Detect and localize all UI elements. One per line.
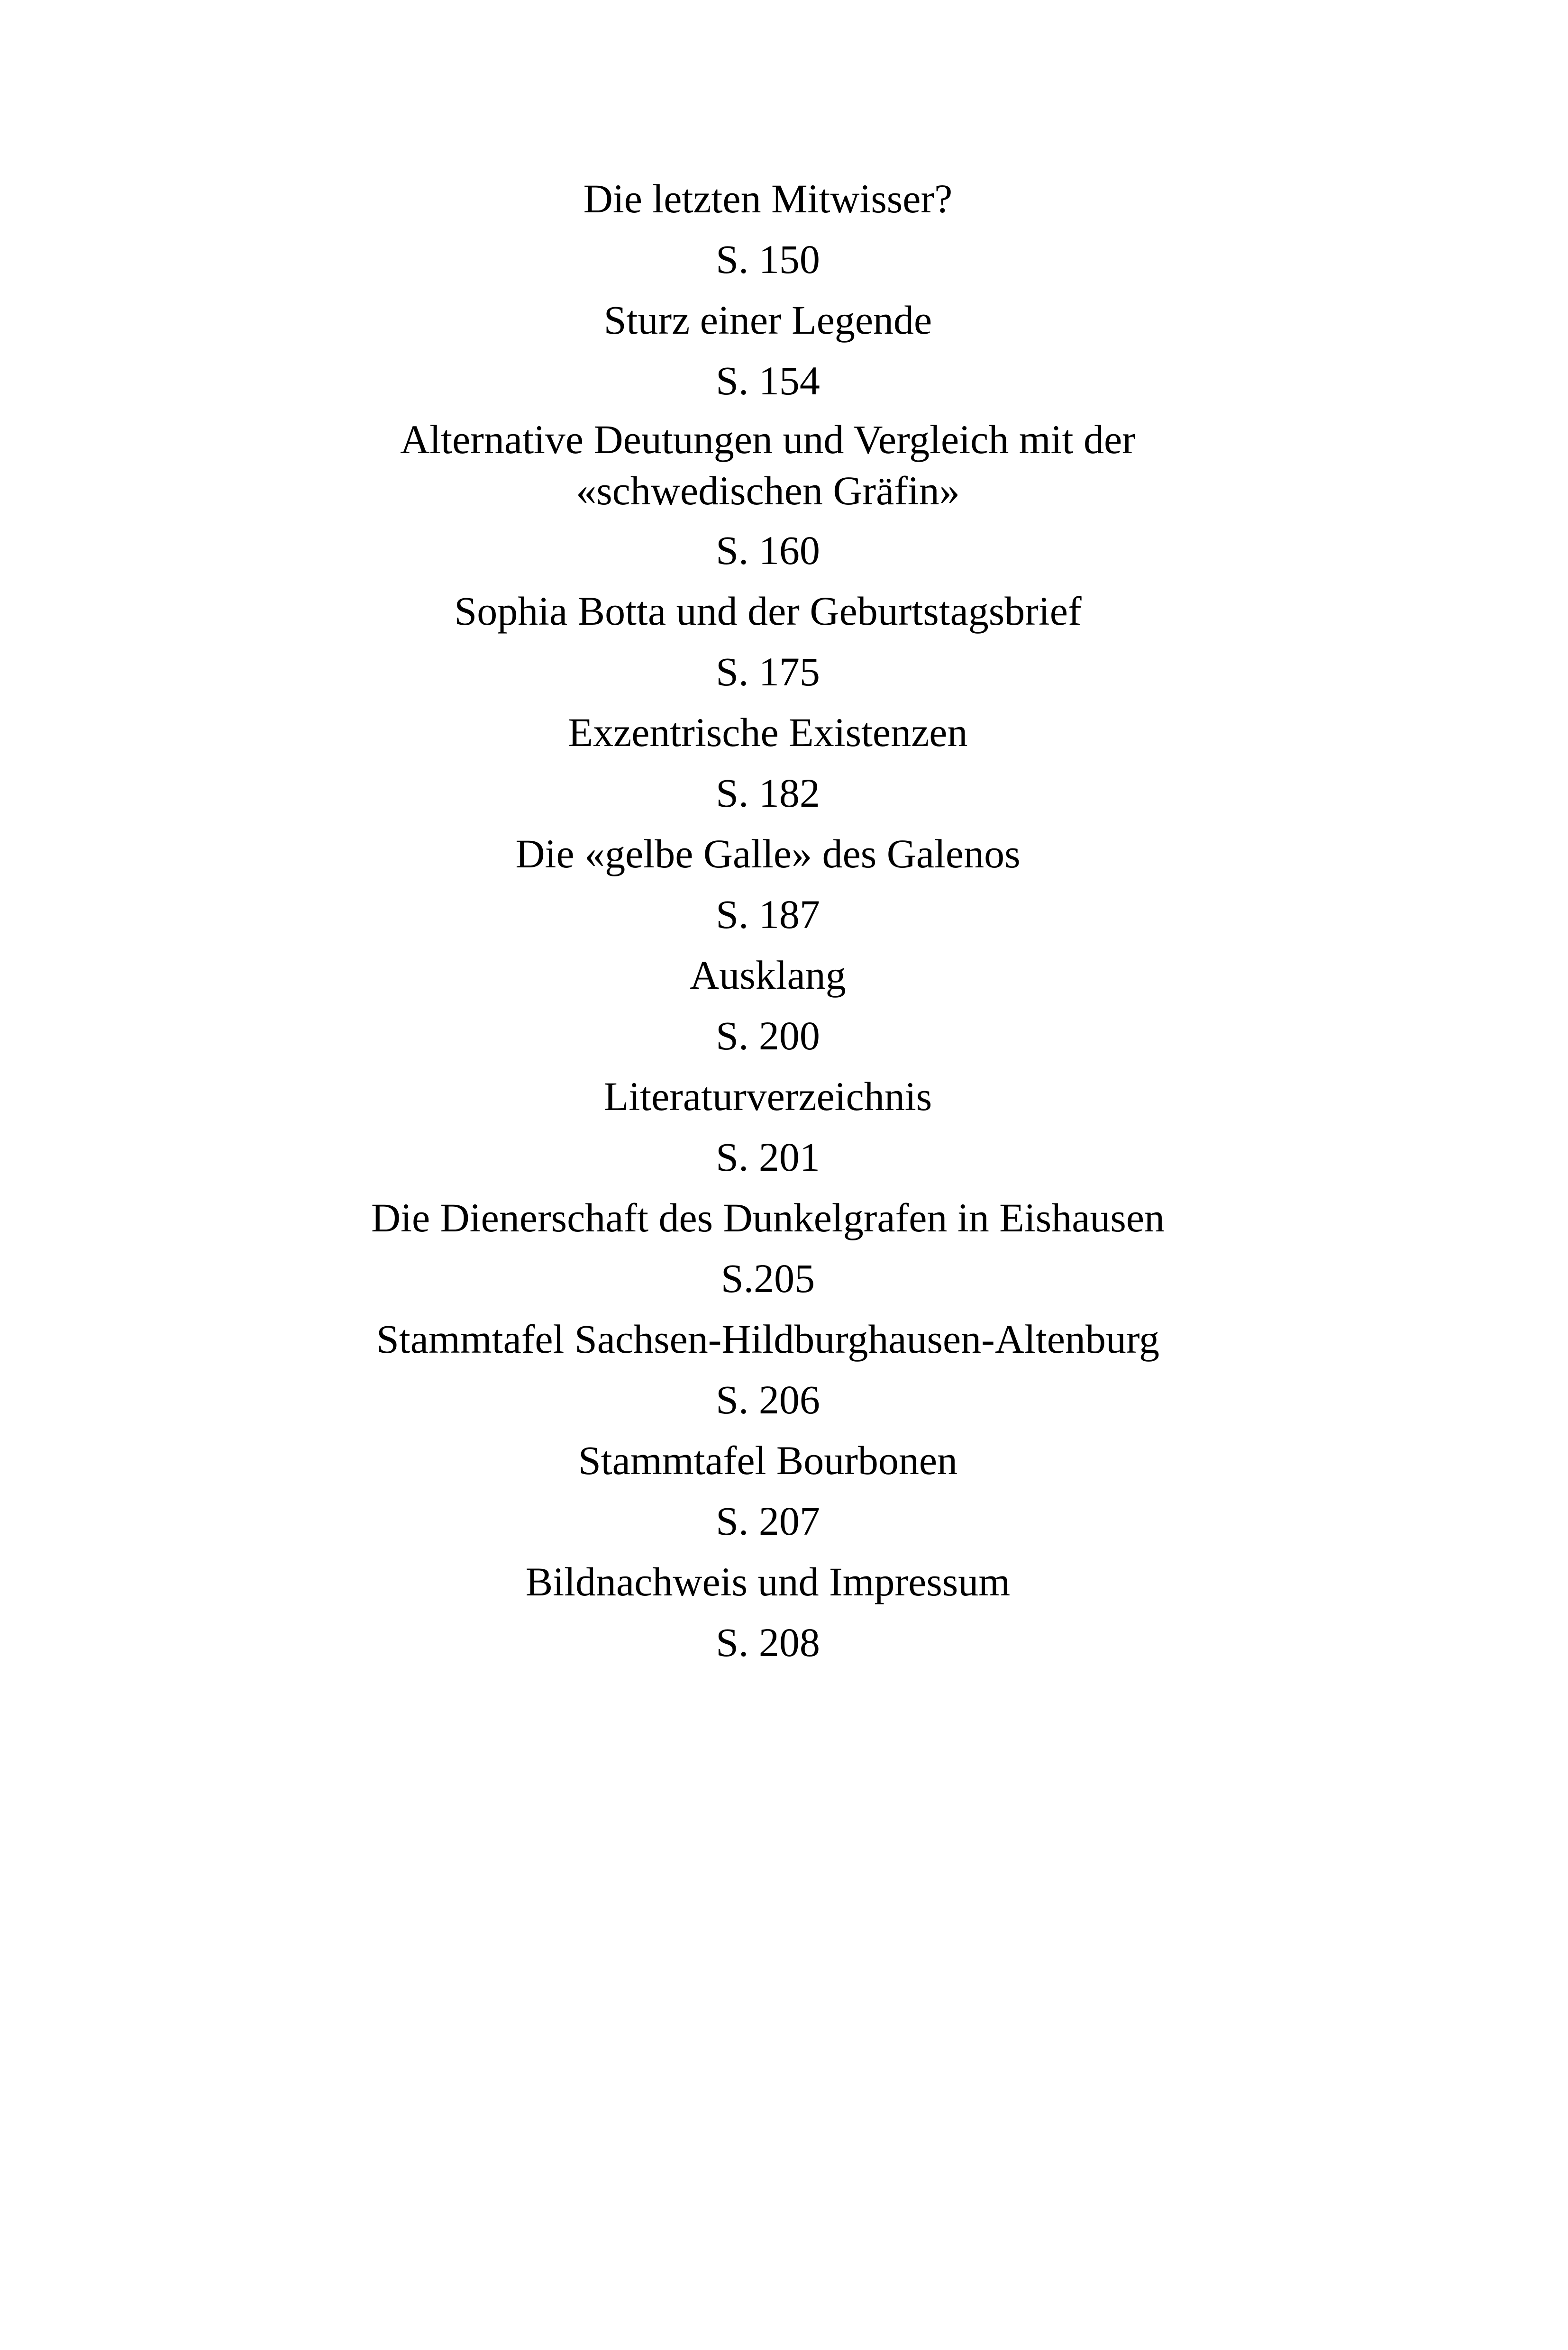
toc-entry [0,1309,1536,1430]
toc-entry-page: S. 206 [716,1377,820,1422]
toc-entry-title-line: «schwedischen Gräfin» [576,468,960,513]
toc-entry [0,1066,1536,1187]
toc-entry-title: Exzentrische Existenzen [568,710,968,755]
toc-entry-title: Die Dienerschaft des Dunkelgrafen in Eishausen [371,1195,1165,1240]
toc-entry [0,168,1536,290]
toc-entry-title: Die letzten Mitwisser? [583,176,953,221]
toc-entry [0,823,1536,945]
toc-entry-page: S. 150 [716,237,820,282]
toc-entry-page: S. 187 [716,892,820,937]
toc-entry-page: S. 207 [716,1498,820,1544]
table-of-contents [0,168,1536,1673]
toc-entry-title: Stammtafel Bourbonen [578,1438,958,1483]
toc-entry-title: Die «gelbe Galle» des Galenos [515,831,1021,876]
toc-entry-page: S.205 [720,1256,815,1301]
toc-entry-title: Sturz einer Legende [603,297,932,343]
toc-entry [0,411,1536,581]
toc-entry-title-line: Alternative Deutungen und Vergleich mit der [400,417,1136,462]
toc-entry [0,702,1536,823]
toc-entry-title [0,411,1536,520]
toc-entry-title: Bildnachweis und Impressum [525,1559,1011,1604]
toc-entry [0,290,1536,411]
toc-entry-page: S. 160 [716,528,820,573]
toc-entry [0,581,1536,702]
toc-entry-page: S. 182 [716,770,820,816]
toc-entry-page: S. 208 [716,1620,820,1665]
toc-entry [0,1430,1536,1551]
toc-entry [0,1187,1536,1309]
toc-entry-page: S. 200 [716,1013,820,1058]
toc-entry-title: Literaturverzeichnis [603,1074,932,1119]
toc-entry-page: S. 154 [716,358,820,403]
toc-entry [0,1551,1536,1673]
toc-entry-title: Sophia Botta und der Geburtstagsbrief [454,588,1082,634]
toc-entry-title: Stammtafel Sachsen-Hildburghausen-Altenburg [376,1316,1159,1362]
toc-entry [0,945,1536,1066]
toc-entry-page: S. 175 [716,649,820,694]
toc-entry-title: Ausklang [690,952,846,998]
toc-entry-page: S. 201 [716,1134,820,1180]
